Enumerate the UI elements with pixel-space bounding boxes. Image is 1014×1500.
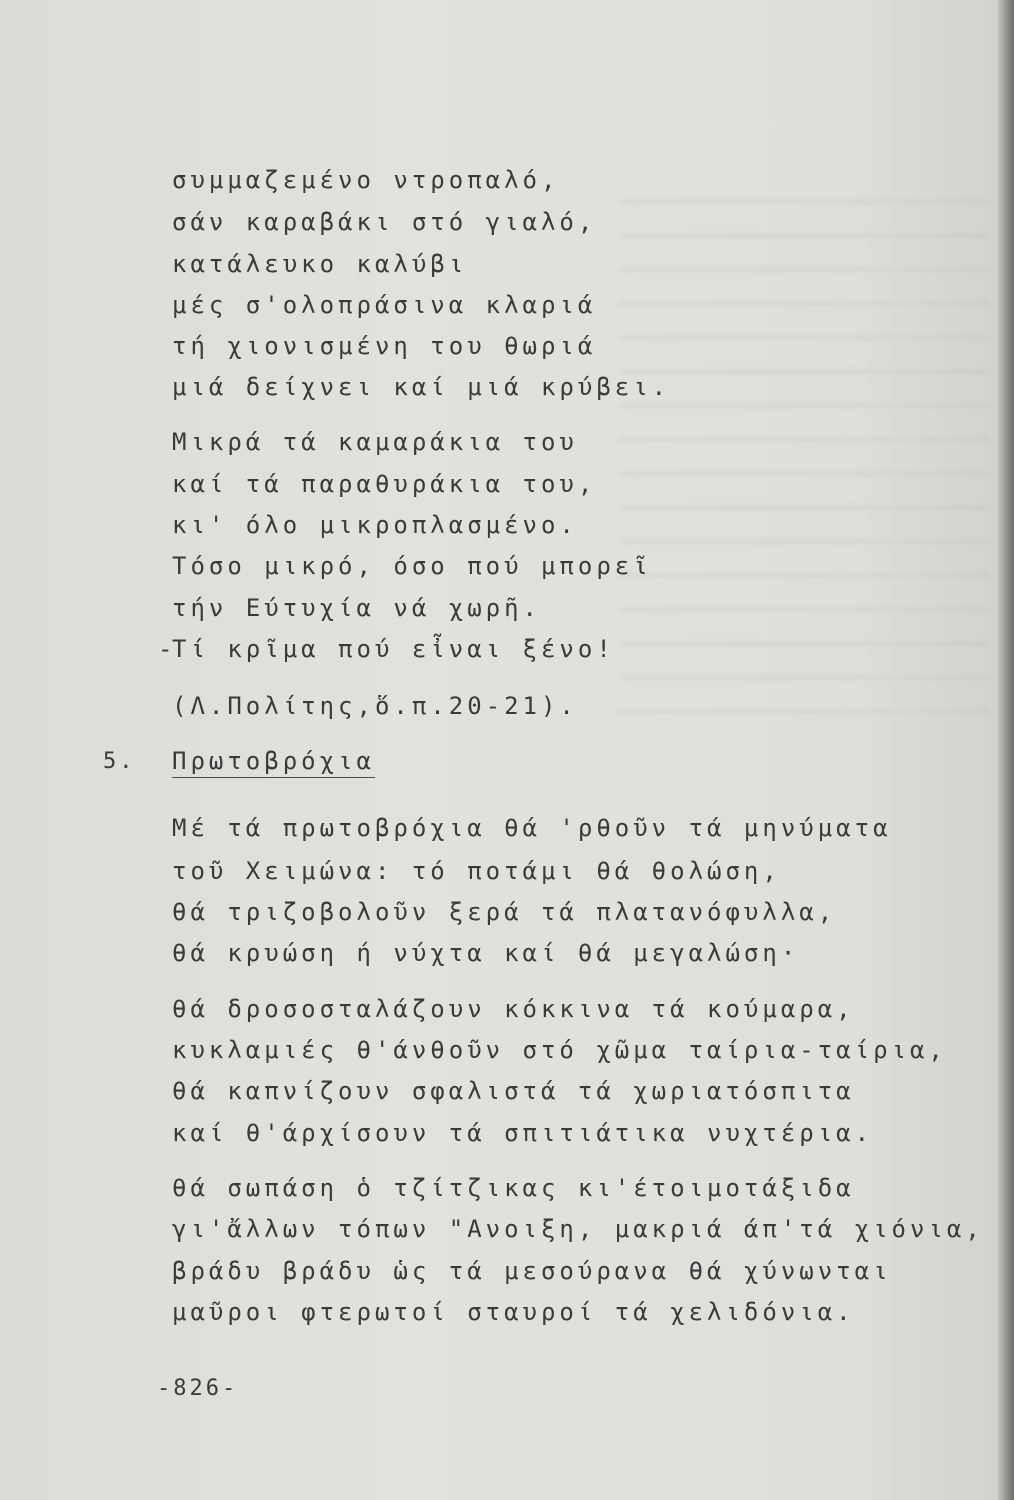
poem-line: τή χιονισμένη του θωριά bbox=[172, 332, 597, 360]
poem-line: θά καπνίζουν σφαλιστά τά χωριατόσπιτα bbox=[172, 1077, 855, 1105]
poem-line: μές σ'ολοπράσινα κλαριά bbox=[172, 291, 597, 319]
poem-line: Τί κρῖμα πού εἶναι ξένο! bbox=[172, 635, 615, 663]
poem-line: θά κρυώση ή νύχτα καί θά μεγαλώση· bbox=[172, 939, 800, 967]
poem-line: θά σωπάση ὁ τζίτζικας κι'έτοιμοτάξιδα bbox=[172, 1174, 855, 1202]
poem-line-dash: - bbox=[158, 635, 177, 663]
poem-line: Μέ τά πρωτοβρόχια θά 'ρθοῦν τά μηνύματα bbox=[172, 814, 892, 842]
poem-line: θά δροσοσταλάζουν κόκκινα τά κούμαρα, bbox=[172, 995, 855, 1023]
citation: (Λ.Πολίτης,ὅ.π.20-21). bbox=[172, 692, 578, 720]
page-edge bbox=[998, 0, 1014, 1500]
section-number: 5. bbox=[103, 749, 136, 774]
poem-line: συμμαζεμένο ντροπαλό, bbox=[172, 166, 560, 194]
poem-line: μιά δείχνει καί μιά κρύβει. bbox=[172, 373, 671, 401]
bleed-through-text bbox=[620, 170, 990, 730]
poem-line: θά τριζοβολοῦν ξερά τά πλατανόφυλλα, bbox=[172, 898, 837, 926]
poem-line: Μικρά τά καμαράκια του bbox=[172, 428, 578, 456]
poem-line: τήν Εύτυχία νά χωρῆ. bbox=[172, 594, 541, 622]
poem-line: κι' όλο μικροπλασμένο. bbox=[172, 511, 578, 539]
poem-line: καί τά παραθυράκια του, bbox=[172, 470, 597, 498]
poem-line: σάν καραβάκι στό γιαλό, bbox=[172, 208, 597, 236]
poem-line: κατάλευκο καλύβι bbox=[172, 250, 468, 278]
poem-line: καί θ'άρχίσουν τά σπιτιάτικα νυχτέρια. bbox=[172, 1119, 874, 1147]
poem-line: τοῦ Χειμώνα: τό ποτάμι θά θολώση, bbox=[172, 857, 781, 885]
poem-line: Τόσο μικρό, όσο πού μπορεῖ bbox=[172, 552, 652, 580]
page-number: -826- bbox=[157, 1376, 239, 1401]
section-title: Πρωτοβρόχια bbox=[172, 749, 375, 778]
poem-line: γι'ἄλλων τόπων "Ανοιξη, μακριά άπ'τά χιόνια, bbox=[172, 1215, 984, 1243]
poem-line: κυκλαμιές θ'άνθοῦν στό χῶμα ταίρια-ταίρια, bbox=[172, 1036, 947, 1064]
poem-line: βράδυ βράδυ ὡς τά μεσούρανα θά χύνωνται bbox=[172, 1257, 892, 1285]
poem-line: μαῦροι φτερωτοί σταυροί τά χελιδόνια. bbox=[172, 1298, 855, 1326]
